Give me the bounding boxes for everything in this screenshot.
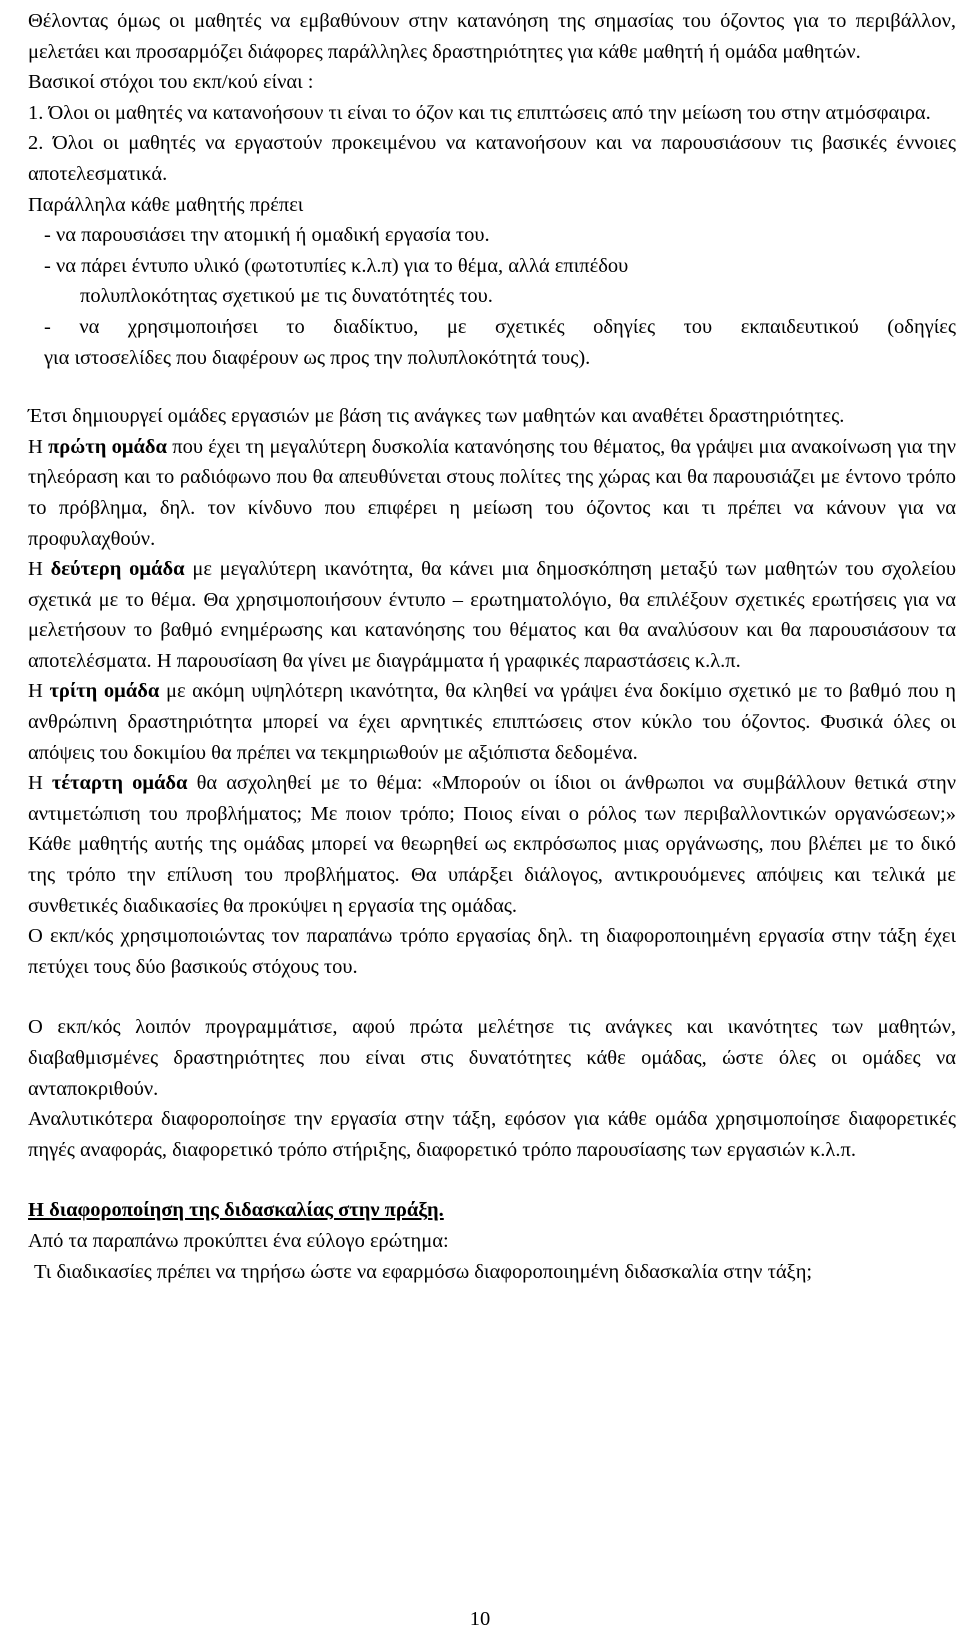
third-group-label: τρίτη ομάδα (49, 680, 160, 703)
section-heading: Η διαφοροποίηση της διδασκαλίας στην πράξη. (28, 1199, 444, 1222)
first-group-paragraph (28, 432, 956, 554)
first-group-text: που έχει τη μεγαλύτερη δυσκολία κατανόησης του θέματος, θα γράψει μια ανακοίνωση για την τηλεόραση και το ραδιόφωνο που θα απευθύνεται στους πολίτες της χώρας και θα παρουσιάζει με έντονο τρόπο το πρόβλημα, δηλ. τον κίνδυνο που επιφέρει η μείωση του όζοντος και τι πρέπει να κάνουν για να προφυλαχθούν. (28, 435, 956, 550)
paragraph-spacer (28, 982, 956, 1012)
bullet-item-3-line-1: - να χρησιμοποιήσει το διαδίκτυο, με σχετικές οδηγίες του εκπαιδευτικού (οδηγίες (44, 315, 956, 338)
second-group-paragraph (28, 554, 956, 676)
first-group-label: πρώτη ομάδα (48, 435, 167, 458)
third-group-prefix: Η (28, 680, 50, 703)
parallel-title: Παράλληλα κάθε μαθητής πρέπει (28, 193, 304, 216)
bullet-item-2-line-1: - να πάρει έντυπο υλικό (φωτοτυπίες κ.λ.π) για το θέμα, αλλά επιπέδου (44, 254, 629, 277)
fourth-group-label: τέταρτη ομάδα (51, 772, 188, 795)
bullet-item-2-line-2: πολυπλοκότητας σχετικού με τις δυνατότητές του. (80, 285, 493, 308)
question-text: Τι διαδικασίες πρέπει να τηρήσω ώστε να εφαρμόσω διαφοροποιημένη διδασκαλία στην τάξη; (34, 1260, 813, 1283)
planning-paragraph-2: Αναλυτικότερα διαφοροποίησε την εργασία στην τάξη, εφόσον για κάθε ομάδα χρησιμοποίησε διαφορετικές πηγές αναφοράς, διαφορετικό τρόπο στήριξης, διαφορετικό τρόπο παρουσίασης των εργασιών κ.λ.π. (28, 1108, 956, 1161)
bullet-item-1: - να παρουσιάσει την ατομική ή ομαδική εργασία του. (44, 224, 490, 247)
first-group-prefix: Η (28, 435, 49, 458)
goal-item-2: 2. Όλοι οι μαθητές να εργαστούν προκειμένου να κατανοήσουν και να παρουσιάσουν τις βασικές έννοιες αποτελεσματικά. (28, 132, 956, 185)
intro-paragraph: Θέλοντας όμως οι μαθητές να εμβαθύνουν στην κατανόηση της σημασίας του όζοντος για το περιβάλλον, μελετάει και προσαρμόζει διάφορες παράλληλες δραστηριότητες για κάθε μαθητή ή ομάδα μαθητών. (28, 10, 956, 63)
fourth-group-prefix: Η (28, 772, 52, 795)
third-group-text: με ακόμη υψηλότερη ικανότητα, θα κληθεί να γράψει ένα δοκίμιο σχετικό με το βαθμό που η ανθρώπινη δραστηριότητα μπορεί να έχει αρνητικές επιπτώσεις στον κύκλο του όζοντος. Φυσικά όλες οι απόψεις του δοκιμίου θα πρέπει να τεκμηριωθούν με αξιόπιστα δεδομένα. (28, 680, 956, 764)
third-group-paragraph (28, 676, 956, 768)
summary-paragraph: Ο εκπ/κός χρησιμοποιώντας τον παραπάνω τρόπο εργασίας δηλ. τη διαφοροποιημένη εργασία στην τάξη έχει πετύχει τους δύο βασικούς στόχους του. (28, 925, 956, 978)
second-group-label: δεύτερη ομάδα (50, 558, 185, 581)
fourth-group-paragraph (28, 768, 956, 921)
page-number: 10 (469, 1608, 491, 1630)
fourth-group-text: θα ασχοληθεί με το θέμα: «Μπορούν οι ίδιοι οι άνθρωποι να συμβάλλουν θετικά στην αντιμετώπιση του προβλήματος; Με ποιον τρόπο; Ποιος είναι ο ρόλος των περιβαλλοντικών οργανώσεων;» Κάθε μαθητής αυτής της ομάδας μπορεί να θεωρηθεί ως εκπρόσωπος μιας οργάνωσης, που βλέπει με το δικό της τρόπο την επίλυση του προβλήματος. Θα υπάρξει διάλογος, αντικρουόμενες απόψεις και τελικά με συνθετικές διαδικασίες θα προκύψει η εργασία της ομάδας. (28, 772, 956, 917)
question-intro: Από τα παραπάνω προκύπτει ένα εύλογο ερώτημα: (28, 1229, 449, 1252)
planning-paragraph-1: Ο εκπ/κός λοιπόν προγραμμάτισε, αφού πρώτα μελέτησε τις ανάγκες και ικανότητες των μαθητών, διαβαθμισμένες δραστηριότητες που είναι στις δυνατότητες κάθε ομάδας, ώστε όλες οι ομάδες να ανταποκριθούν. (28, 1016, 956, 1100)
second-group-prefix: Η (28, 558, 51, 581)
paragraph-spacer (28, 373, 956, 401)
groups-intro-paragraph: Έτσι δημιουργεί ομάδες εργασιών με βάση τις ανάγκες των μαθητών και αναθέτει δραστηριότητες. (28, 405, 845, 428)
paragraph-spacer (28, 1165, 956, 1195)
document-body (28, 6, 956, 1287)
second-group-text: με μεγαλύτερη ικανότητα, θα κάνει μια δημοσκόπηση μεταξύ των μαθητών του σχολείου σχετικά με το θέμα. Θα χρησιμοποιήσουν έντυπο – ερωτηματολόγιο, θα επιλέξουν σχετικές ερωτήσεις για να μελετήσουν το βαθμό ενημέρωσης και κατανόησης του θέματος και θα αναλύσουν και θα παρουσιάσουν τα αποτελέσματα. Η παρουσίαση θα γίνει με διαγράμματα ή γραφικές παραστάσεις κ.λ.π. (28, 558, 956, 672)
goals-title: Βασικοί στόχοι του εκπ/κού είναι : (28, 71, 314, 94)
goal-item-1: 1. Όλοι οι μαθητές να κατανοήσουν τι είναι το όζον και τις επιπτώσεις από την μείωση του στην ατμόσφαιρα. (28, 101, 931, 124)
bullet-item-3-line-2: για ιστοσελίδες που διαφέρουν ως προς την πολυπλοκότητά τους). (44, 346, 591, 369)
